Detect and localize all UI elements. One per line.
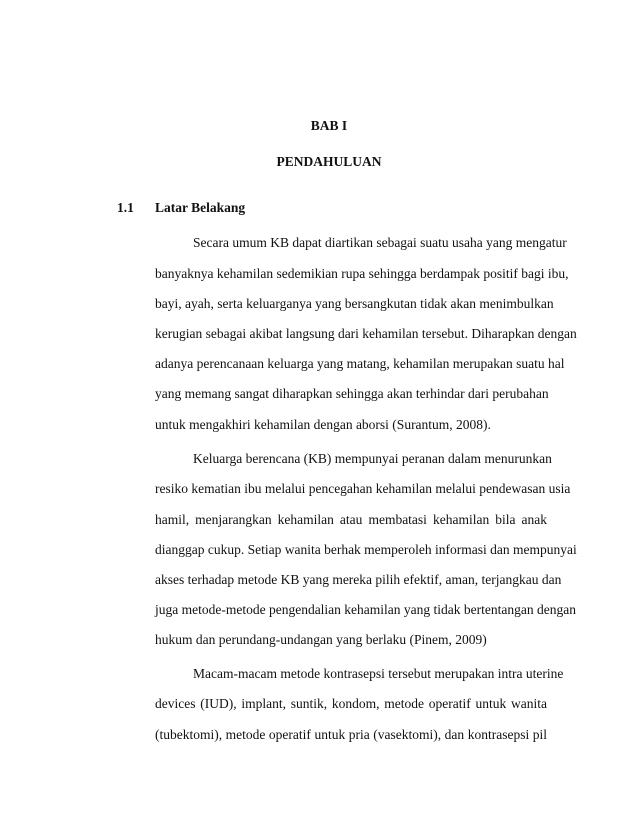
chapter-number: BAB I — [310, 118, 348, 133]
paragraph-line: akses terhadap metode KB yang mereka pilih efektif, aman, terjangkau dan — [155, 572, 562, 587]
paragraph-line: juga metode-metode pengendalian kehamilan yang tidak bertentangan dengan — [155, 602, 576, 617]
paragraph-line: Macam-macam metode kontrasepsi tersebut merupakan intra uterine — [193, 666, 564, 681]
paragraph-line: yang memang sangat diharapkan sehingga akan terhindar dari perubahan — [155, 386, 549, 401]
paragraph-line: untuk mengakhiri kehamilan dengan aborsi (Surantum, 2008). — [155, 417, 491, 432]
section-number: 1.1 — [117, 200, 134, 215]
paragraph-line: adanya perencanaan keluarga yang matang, kehamilan merupakan suatu hal — [155, 356, 565, 371]
paragraph-line: hamil, menjarangkan kehamilan atau membatasi kehamilan bila anak — [155, 512, 547, 527]
paragraph-line: resiko kematian ibu melalui pencegahan kehamilan melalui pendewasan usia — [155, 481, 571, 496]
paragraph-line: dianggap cukup. Setiap wanita berhak memperoleh informasi dan mempunyai — [155, 542, 577, 557]
paragraph-line: (tubektomi), metode operatif untuk pria (vasektomi), dan kontrasepsi pil — [155, 727, 547, 742]
paragraph-line: Secara umum KB dapat diartikan sebagai suatu usaha yang mengatur — [193, 235, 567, 250]
paragraph-line: bayi, ayah, serta keluarganya yang bersangkutan tidak akan menimbulkan — [155, 296, 554, 311]
chapter-title: PENDAHULUAN — [276, 154, 382, 169]
paragraph-line: banyaknya kehamilan sedemikian rupa sehingga berdampak positif bagi ibu, — [155, 266, 569, 281]
paragraph-line: hukum dan perundang-undangan yang berlaku (Pinem, 2009) — [155, 632, 487, 647]
paragraph-line: devices (IUD), implant, suntik, kondom, metode operatif untuk wanita — [155, 696, 547, 711]
paragraph-line: kerugian sebagai akibat langsung dari kehamilan tersebut. Diharapkan dengan — [155, 326, 577, 341]
paragraph-line: Keluarga berencana (KB) mempunyai peranan dalam menurunkan — [193, 451, 552, 466]
section-title: Latar Belakang — [155, 200, 246, 215]
